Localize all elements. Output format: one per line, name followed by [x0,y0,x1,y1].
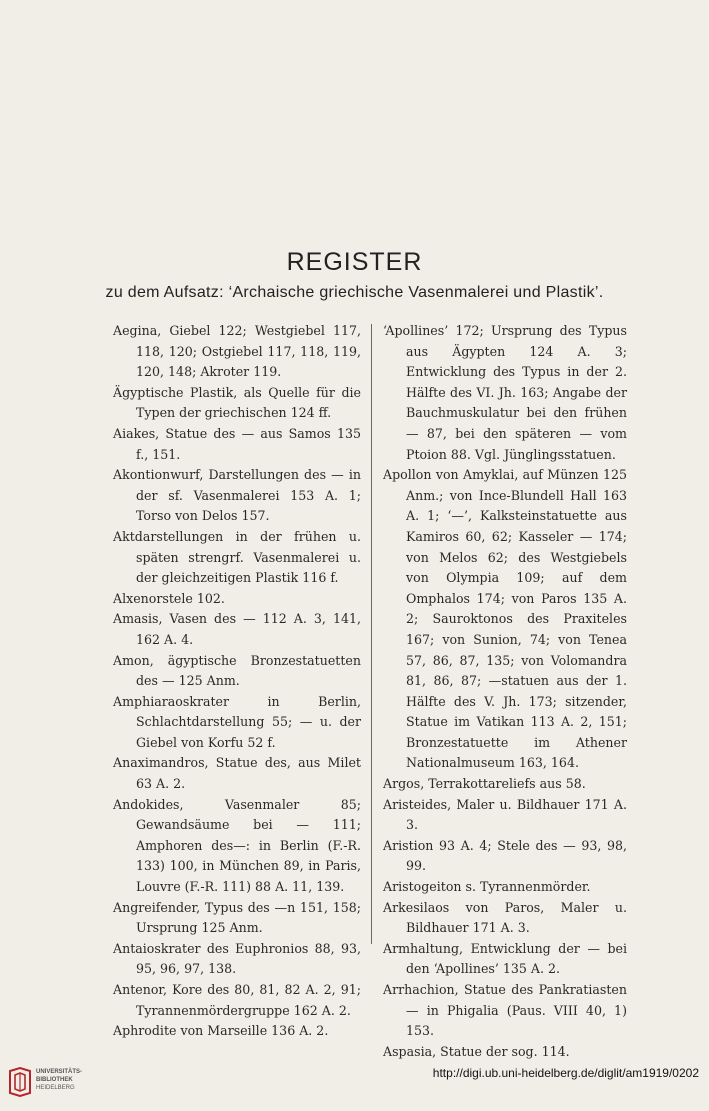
library-name [36,1068,82,1092]
library-name-line2: BIBLIOTHEK [36,1077,73,1083]
index-entry: Arkesilaos von Paros, Maler u. Bildhauer 171 A. 3. [383,899,627,936]
index-entry: Aphrodite von Marseille 136 A. 2. [113,1023,329,1039]
page-title: REGISTER [286,248,423,276]
source-url-link[interactable]: http://digi.ub.uni-heidelberg.de/diglit/am1919/0202 [432,1066,699,1080]
index-entry: Alxenorstele 102. [113,590,225,606]
index-entry: Apollon von Amyklai, auf Münzen 125 Anm.; von Ince-Blundell Hall 163 A. 1; ‘—’, Kalksteinstatuette aus Kamiros 60, 62; Kasseler — 174; von Melos 62; des Westgiebels von Olympia 109; auf dem Omphalos 174; von Paros 135 A. 2; Sauroktonos des Praxiteles 167; von Sunion, 74; von Tenea 57, 86, 87, 135; von Volomandra 81, 86, 87; —statuen aus der 1. Hälfte des V. Jh. 173; sitzender, Statue im Vatikan 113 A. 2, 151; Bronzestatuette im Athener Nationalmuseum 163, 164. [383,467,627,771]
index-entry: Antenor, Kore des 80, 81, 82 A. 2, 91; Tyrannenmördergruppe 162 A. 2. [113,982,361,1018]
index-entry: Aristogeiton s. Tyrannenmörder. [383,879,591,895]
index-entry: Argos, Terrakottareliefs aus 58. [383,776,586,792]
index-entry: Armhaltung, Entwicklung der — bei den ‘Apollines’ 135 A. 2. [383,940,627,977]
index-entry: Amphiaraoskrater in Berlin, Schlachtdarstellung 55; — u. der Giebel von Korfu 52 f. [113,693,361,750]
index-entry: Amasis, Vasen des — 112 A. 3, 141, 162 A. 4. [113,611,361,647]
index-entry: ‘Apollines’ 172; Ursprung des Typus aus Ägypten 124 A. 3; Entwicklung des Typus in der 2. Hälfte des VI. Jh. 163; Angabe der Bauchmuskulatur bei den frühen — 87, bei den späteren — vom Ptoion 88. Vgl. Jünglingsstatuen. [383,323,627,462]
index-entry: Angreifender, Typus des —n 151, 158; Ursprung 125 Anm. [113,899,361,936]
index-entry: Amon, ägyptische Bronzestatuetten des — 125 Anm. [113,652,361,689]
column-divider [371,324,372,944]
index-entry: Antaioskrater des Euphronios 88, 93, 95, 96, 97, 138. [113,940,361,977]
library-name-line1: UNIVERSITÄTS- [36,1069,83,1075]
index-entry: Akontionwurf, Darstellungen des — in der sf. Vasenmalerei 153 A. 1; Torso von Delos 157. [113,467,361,524]
index-column-left [113,321,361,1042]
index-entry: Aristeides, Maler u. Bildhauer 171 A. 3. [383,796,627,833]
page-subtitle: zu dem Aufsatz: ‘Archaische griechische Vasenmalerei und Plastik’. [105,284,604,301]
index-entry: Aspasia, Statue der sog. 114. [383,1043,570,1059]
index-entry: Aiakes, Statue des — aus Samos 135 f., 151. [113,425,361,462]
index-entry: Andokides, Vasenmaler 85; Gewandsäume bei — 111; Amphoren des—: in Berlin (F.-R. 133) 100, in München 89, in Paris, Louvre (F.-R. 111) 88 A. 11, 139. [113,796,361,895]
library-logo[interactable] [8,1065,108,1101]
index-entry: Aegina, Giebel 122; Westgiebel 117, 118, 120; Ostgiebel 117, 118, 119, 120, 148; Akroter 119. [113,323,361,380]
index-entry: Aristion 93 A. 4; Stele des — 93, 98, 99. [383,837,627,874]
index-entry: Anaximandros, Statue des, aus Milet 63 A. 2. [113,755,361,792]
index-column-right [383,321,627,1062]
index-entry: Aktdarstellungen in der frühen u. späten strengrf. Vasenmalerei u. der gleichzeitigen Plastik 116 f. [113,528,361,586]
library-name-line3: HEIDELBERG [36,1085,75,1091]
index-entry: Arrhachion, Statue des Pankratiasten — in Phigalia (Paus. VIII 40, 1) 153. [383,982,627,1039]
index-entry: Ägyptische Plastik, als Quelle für die Typen der griechischen 124 ff. [113,384,361,421]
library-crest-icon [8,1067,32,1097]
